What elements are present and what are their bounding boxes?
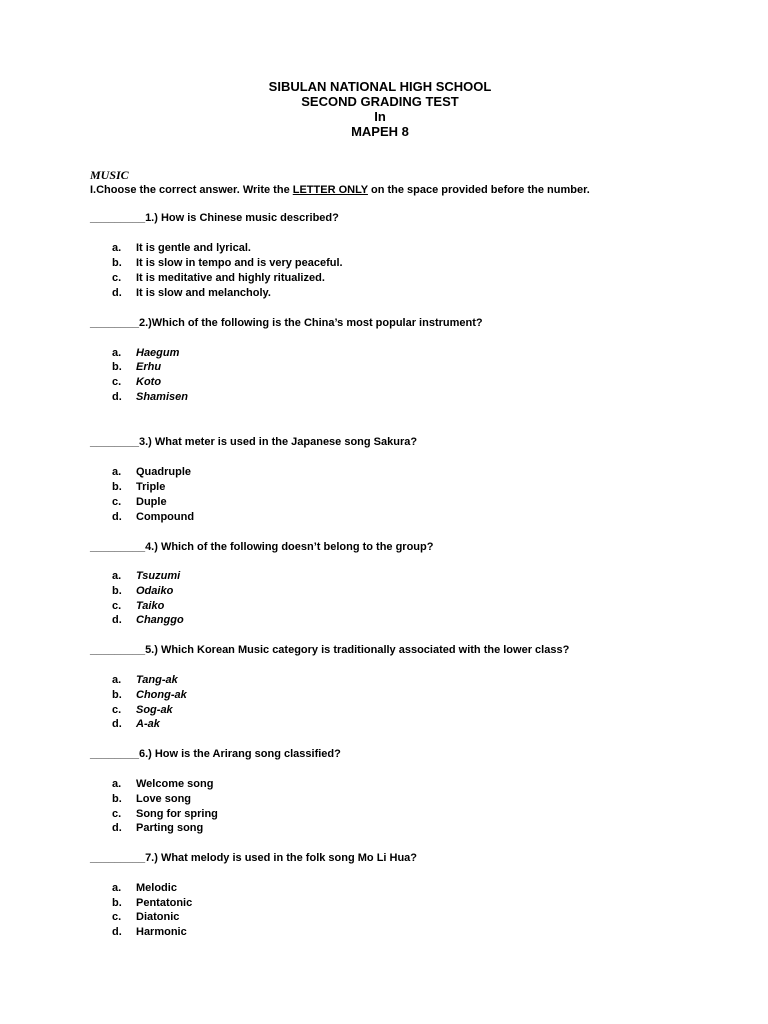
option-letter: b. [112,361,122,373]
option-text: Koto [136,376,162,388]
option-letter: a. [112,347,122,359]
instructions-before: I.Choose the correct answer. Write the [90,184,293,196]
option-letter: d. [112,614,122,626]
question-text: 1.) How is Chinese music described? [145,212,339,224]
option-text: Harmonic [136,926,187,938]
option-text: Song for spring [136,808,218,820]
option-letter: d. [112,391,122,403]
question-3 [90,435,417,449]
question-text: 5.) Which Korean Music category is traditionally associated with the lower class? [145,644,570,656]
answer-blank: ________ [90,436,139,448]
option-text: Shamisen [136,391,188,403]
option-text: Parting song [136,822,204,834]
option-text: It is slow in tempo and is very peaceful. [136,257,343,269]
option-letter: d. [112,926,122,938]
option-text: Tsuzumi [136,570,181,582]
option-letter: b. [112,897,122,909]
option-letter: a. [112,778,122,790]
option-text: Quadruple [136,466,192,478]
option-text: Diatonic [136,911,180,923]
instructions-after: on the space provided before the number. [367,184,590,196]
subject-title: MAPEH 8 [351,124,409,139]
option-letter: a. [112,570,122,582]
section-title: MUSIC [90,168,129,182]
option-letter: b. [112,257,122,269]
option-text: Haegum [136,347,180,359]
question-5 [90,643,569,657]
answer-blank: _________ [90,541,146,553]
test-title-in: In [374,109,386,124]
question-text: 2.)Which of the following is the China’s most popular instrument? [138,317,483,329]
option-letter: c. [112,376,122,388]
instructions-emphasis: LETTER ONLY [292,184,368,196]
question-text: 4.) Which of the following doesn’t belong to the group? [145,541,434,553]
option-text: Taiko [136,600,165,612]
answer-blank: _________ [90,644,146,656]
option-letter: c. [112,496,122,508]
option-letter: b. [112,585,122,597]
answer-blank: ________ [90,748,139,760]
option-text: Chong-ak [136,689,187,701]
question-2 [90,316,483,330]
test-title: SECOND GRADING TEST [301,94,459,109]
option-letter: d. [112,822,122,834]
question-1 [90,211,339,225]
question-text: 7.) What melody is used in the folk song Mo Li Hua? [145,852,418,864]
option-letter: d. [112,718,122,730]
option-letter: d. [112,511,122,523]
school-name: SIBULAN NATIONAL HIGH SCHOOL [268,79,492,94]
question-text: 6.) How is the Arirang song classified? [138,748,341,760]
option-letter: b. [112,481,122,493]
instructions [90,183,590,197]
option-letter: d. [112,287,122,299]
option-text: It is gentle and lyrical. [136,242,251,254]
option-text: It is meditative and highly ritualized. [136,272,325,284]
question-6 [90,747,341,761]
option-letter: c. [112,704,122,716]
option-text: A-ak [136,718,160,730]
question-4 [90,540,433,554]
option-letter: c. [112,600,122,612]
option-text: Compound [136,511,195,523]
option-letter: a. [112,466,122,478]
option-letter: a. [112,242,122,254]
option-letter: b. [112,793,122,805]
option-text: It is slow and melancholy. [136,287,271,299]
option-letter: a. [112,674,122,686]
option-text: Odaiko [136,585,174,597]
option-text: Welcome song [136,778,214,790]
option-letter: c. [112,911,122,923]
option-text: Duple [136,496,167,508]
question-7 [90,851,417,865]
question-text: 3.) What meter is used in the Japanese song Sakura? [138,436,418,448]
option-letter: a. [112,882,122,894]
option-text: Sog-ak [136,704,173,716]
option-text: Love song [136,793,192,805]
option-text: Tang-ak [136,674,178,686]
option-letter: c. [112,272,122,284]
option-text: Triple [136,481,166,493]
answer-blank: _________ [90,212,146,224]
answer-blank: _________ [90,852,146,864]
option-text: Changgo [136,614,184,626]
option-letter: b. [112,689,122,701]
answer-blank: ________ [90,317,139,329]
option-text: Pentatonic [136,897,193,909]
option-letter: c. [112,808,122,820]
option-text: Erhu [136,361,162,373]
option-text: Melodic [136,882,177,894]
